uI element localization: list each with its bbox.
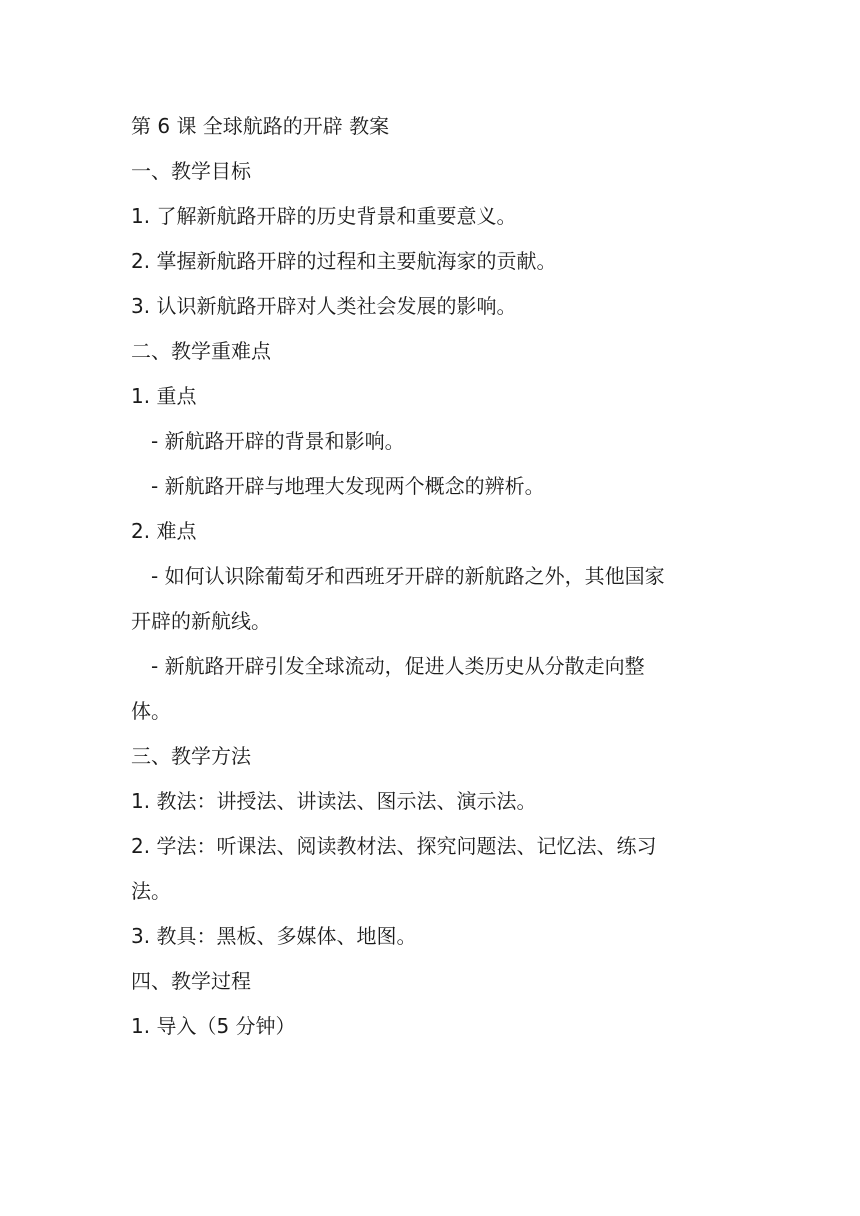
process-item: 1. 导入（5 分钟） [131,1014,296,1038]
document-title: 第 6 课 全球航路的开辟 教案 [131,114,390,138]
difficult-point-line: 开辟的新航线。 [131,609,271,633]
method-item: 1. 教法：讲授法、讲读法、图示法、演示法。 [131,789,537,813]
key-points-label: 1. 重点 [131,384,197,408]
method-item: 法。 [131,879,171,903]
section-heading-objectives: 一、教学目标 [131,159,251,183]
method-item: 2. 学法：听课法、阅读教材法、探究问题法、记忆法、练习 [131,834,657,858]
method-item: 3. 教具：黑板、多媒体、地图。 [131,924,417,948]
key-point-item: - 新航路开辟与地理大发现两个概念的辨析。 [151,474,545,498]
document-body [131,104,721,1049]
section-heading-key-difficult: 二、教学重难点 [131,339,271,363]
difficult-point-line: - 如何认识除葡萄牙和西班牙开辟的新航路之外，其他国家 [151,564,665,588]
section-heading-methods: 三、教学方法 [131,744,251,768]
key-point-item: - 新航路开辟的背景和影响。 [151,429,405,453]
difficult-point-line: 体。 [131,699,171,723]
section-heading-process: 四、教学过程 [131,969,251,993]
objective-item: 2. 掌握新航路开辟的过程和主要航海家的贡献。 [131,249,557,273]
objective-item: 1. 了解新航路开辟的历史背景和重要意义。 [131,204,517,228]
difficult-points-label: 2. 难点 [131,519,197,543]
objective-item: 3. 认识新航路开辟对人类社会发展的影响。 [131,294,517,318]
difficult-point-line: - 新航路开辟引发全球流动，促进人类历史从分散走向整 [151,654,645,678]
